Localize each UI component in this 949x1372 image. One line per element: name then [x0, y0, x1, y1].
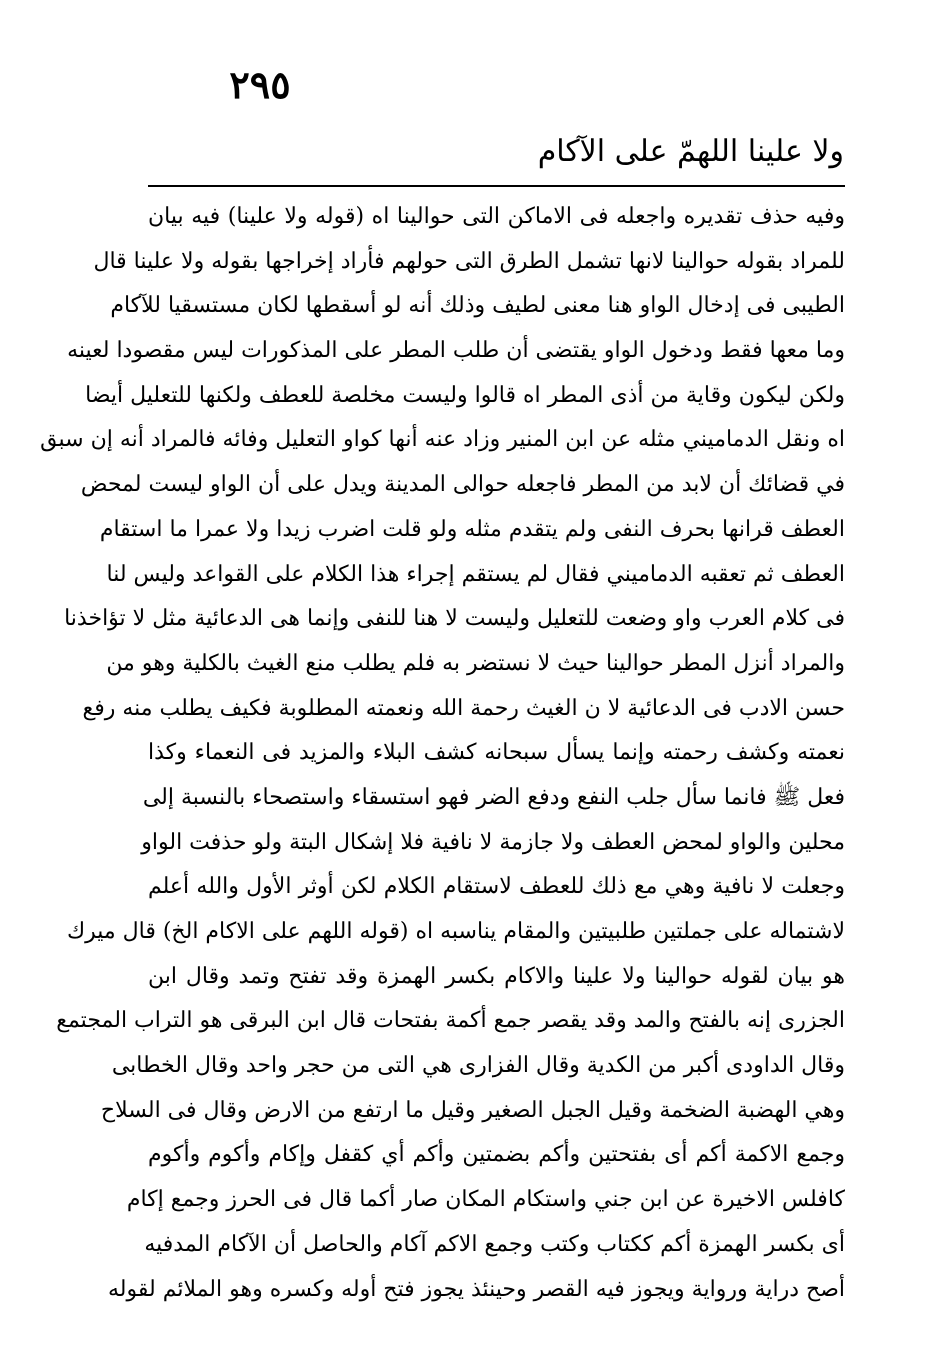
text-line: والمراد أنزل المطر حوالينا حيث لا نستضر به فلم يطلب منع الغيث بالكلية وهو من [106, 650, 845, 676]
text-line: هو بيان لقوله حوالينا ولا علينا والاكام بكسر الهمزة وقد تفتح وتمد وقال ابن [148, 963, 845, 989]
text-line: العطف قرانها بحرف النفى ولم يتقدم مثله ولو قلت اضرب زيدا ولا عمرا ما استقام [99, 516, 845, 542]
text-line: محلين والواو لمحض العطف ولا جازمة لا نافية فلا إشكال البتة ولو حذفت الواو [141, 829, 845, 855]
divider-rule [148, 185, 845, 187]
text-line: أصح دراية ورواية ويجوز فيه القصر وحينئذ يجوز فتح أوله وكسره وهو الملائم لقوله [108, 1276, 845, 1302]
text-line: كافلس الاخيرة عن ابن جني واستكام المكان صار أكما قال فى الحرز وجمع إكام [126, 1187, 845, 1213]
text-line: اه ونقل الدماميني مثله عن ابن المنير وزاد عنه أنها كواو التعليل وفائه فالمراد أنه إن سبق [40, 427, 845, 453]
text-line: فى كلام العرب واو وضعت للتعليل وليست لا هنا للنفى وإنما هى الدعائية مثل لا تؤاخذنا [64, 606, 845, 632]
text-line: أى بكسر الهمزة أكم ككتاب وكتب وجمع الاكم آكام والحاصل أن الآكام المدفيه [144, 1231, 845, 1257]
text-line: الجزرى إنه بالفتح والمد وقد يقصر جمع أكمة بفتحات قال ابن البرقى هو التراب المجتمع [56, 1008, 845, 1034]
text-line: حسن الادب فى الدعائية لا ن الغيث رحمة الله ونعمته المطلوبة فكيف يطلب منه رفع [82, 695, 845, 721]
text-line: وقال الداودى أكبر من الكدية وقال الفزارى هي التى من حجر واحد وقال الخطابى [111, 1053, 845, 1079]
text-line: ولكن ليكون وقاية من أذى المطر اه قالوا وليست مخلصة للعطف ولكنها للتعليل أيضا [85, 382, 845, 408]
text-line: فعل ﷺ فانما سأل جلب النفع ودفع الضر فهو استسقاء واستصحاء بالنسبة إلى [142, 784, 845, 810]
commentary-text [40, 195, 845, 1312]
matn-heading: ولا علينا اللهمّ على الآكام [537, 134, 844, 169]
text-line: وما معها فقط ودخول الواو يقتضى أن طلب المطر على المذكورات ليس مقصودا لعينه [67, 338, 845, 364]
text-line: نعمته وكشف رحمته وإنما يسأل سبحانه كشف البلاء والمزيد فى النعماء وكذا [148, 740, 845, 766]
text-line: العطف ثم تعقبه الدماميني فقال لم يستقم إجراء هذا الكلام على القواعد وليس لنا [106, 561, 845, 587]
text-line: وهي الهضبة الضخمة وقيل الجبل الصغير وقيل ما ارتفع من الارض وقال فى السلاح [100, 1097, 845, 1123]
page-number: ٢٩٥ [229, 62, 291, 107]
text-line: لاشتماله على جملتين طلبيتين والمقام يناسبه اه (قوله اللهم على الاكام الخ) قال ميرك [66, 919, 845, 944]
text-line: وجمع الاكمة أكم أى بفتحتين وأكم بضمتين وأكم أي كقفل وإكام وأكوم وأكوم [148, 1142, 845, 1168]
text-line: في قضائك أن لابد من المطر فاجعله حوالى المدينة ويدل على أن الواو ليست لمحض [80, 472, 845, 498]
text-line: الطيبى فى إدخال الواو هنا معنى لطيف وذلك أنه لو أسقطها لكان مستسقيا للآكام [110, 293, 845, 319]
text-line: للمراد بقوله حوالينا لانها تشمل الطرق التى حولهم فأراد إخراجها بقوله ولا علينا قال [93, 248, 845, 274]
text-line: وجعلت لا نافية وهي مع ذلك للعطف لاستقام الكلام لكن أوثر الأول والله أعلم [148, 874, 845, 900]
text-line: وفيه حذف تقديره واجعله فى الاماكن التى حوالينا اه (قوله ولا علينا) فيه بيان [148, 204, 845, 229]
